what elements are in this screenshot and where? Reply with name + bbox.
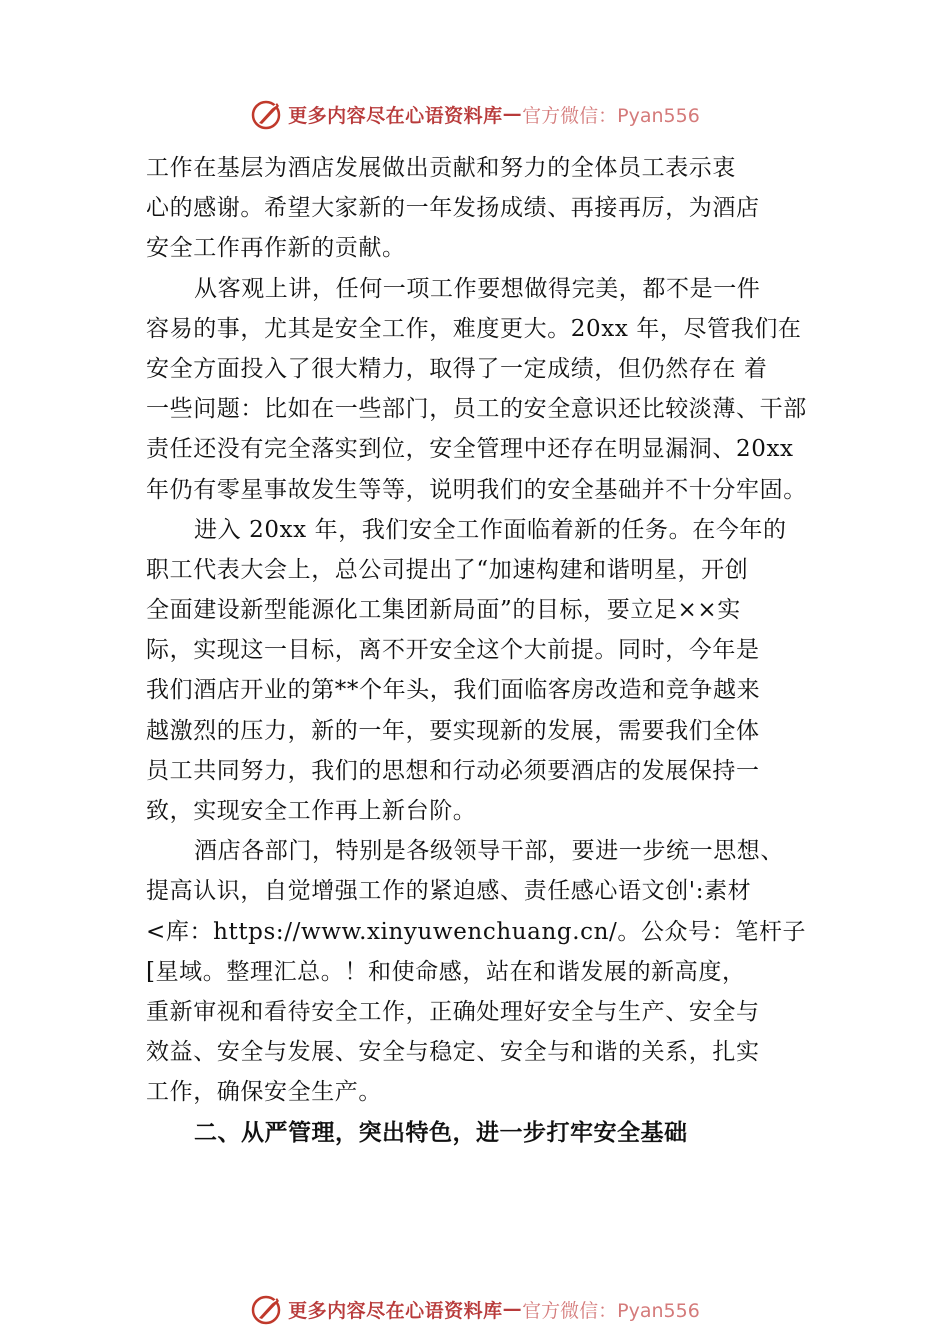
banner-title: 更多内容尽在心语资料库 [288,1299,503,1322]
text-line: 越激烈的压力，新的一年，要实现新的发展，需要我们全体 [146,717,760,744]
header-banner [0,94,950,134]
text-line: 酒店各部门，特别是各级领导干部，要进一步统一思想、 [194,838,784,865]
quill-logo-icon [250,1292,284,1326]
section-heading: 二、从严管理，突出特色，进一步打牢安全基础 [194,1119,688,1146]
quill-logo-icon [250,97,284,131]
text-line: 年仍有零星事故发生等等，说明我们的安全基础并不十分牢固。 [146,476,807,503]
banner-dash: — [502,103,523,125]
text-line: 重新审视和看待安全工作，正确处理好安全与生产、安全与 [146,998,760,1025]
text-line: 提高认识，自觉增强工作的紧迫感、责任感心语文创':素材 [146,878,752,905]
text-line: 从客观上讲，任何一项工作要想做得完美，都不是一件 [194,275,761,302]
text-line: 安全方面投入了很大精力，取得了一定成绩，但仍然存在 着 [146,355,768,382]
text-line: 职工代表大会上，总公司提出了“加速构建和谐明星，开创 [146,556,749,583]
text-line: 安全工作再作新的贡献。 [146,235,406,262]
text-line: [星域。整理汇总。！和使命感，站在和谐发展的新高度， [146,958,746,985]
text-line: 致，实现安全工作再上新台阶。 [146,798,477,824]
text-line: 心的感谢。希望大家新的一年发扬成绩、再接再厉，为酒店 [146,195,760,222]
text-line: 工作，确保安全生产。 [146,1079,382,1106]
text-line: 一些问题：比如在一些部门，员工的安全意识还比较淡薄、干部 [146,396,807,423]
text-line: <库：https://www.xinyuwenchuang.cn/。公众号：笔杆子 [146,918,807,945]
text-line: 责任还没有完全落实到位，安全管理中还存在明显漏洞、20xx [146,436,794,463]
footer-banner [0,1289,950,1329]
text-line: 全面建设新型能源化工集团新局面”的目标，要立足××实 [146,597,741,624]
text-line: 进入 20xx 年，我们安全工作面临着新的任务。在今年的 [194,516,787,543]
banner-title: 更多内容尽在心语资料库 [288,104,503,127]
text-line: 我们酒店开业的第**个年头，我们面临客房改造和竞争越来 [146,677,761,704]
banner-wechat: 官方微信：Pyan556 [522,1299,700,1322]
banner-dash: — [502,1298,523,1320]
text-line: 员工共同努力，我们的思想和行动必须要酒店的发展保持一 [146,757,760,784]
text-line: 际，实现这一目标，离不开安全这个大前提。同时，今年是 [146,637,760,664]
text-line: 容易的事，尤其是安全工作，难度更大。20xx 年，尽管我们在 [146,315,802,342]
document-body [146,148,836,1153]
banner-wechat: 官方微信：Pyan556 [522,104,700,127]
text-line: 效益、安全与发展、安全与稳定、安全与和谐的关系，扎实 [146,1039,760,1066]
text-line: 工作在基层为酒店发展做出贡献和努力的全体员工表示衷 [146,155,736,181]
